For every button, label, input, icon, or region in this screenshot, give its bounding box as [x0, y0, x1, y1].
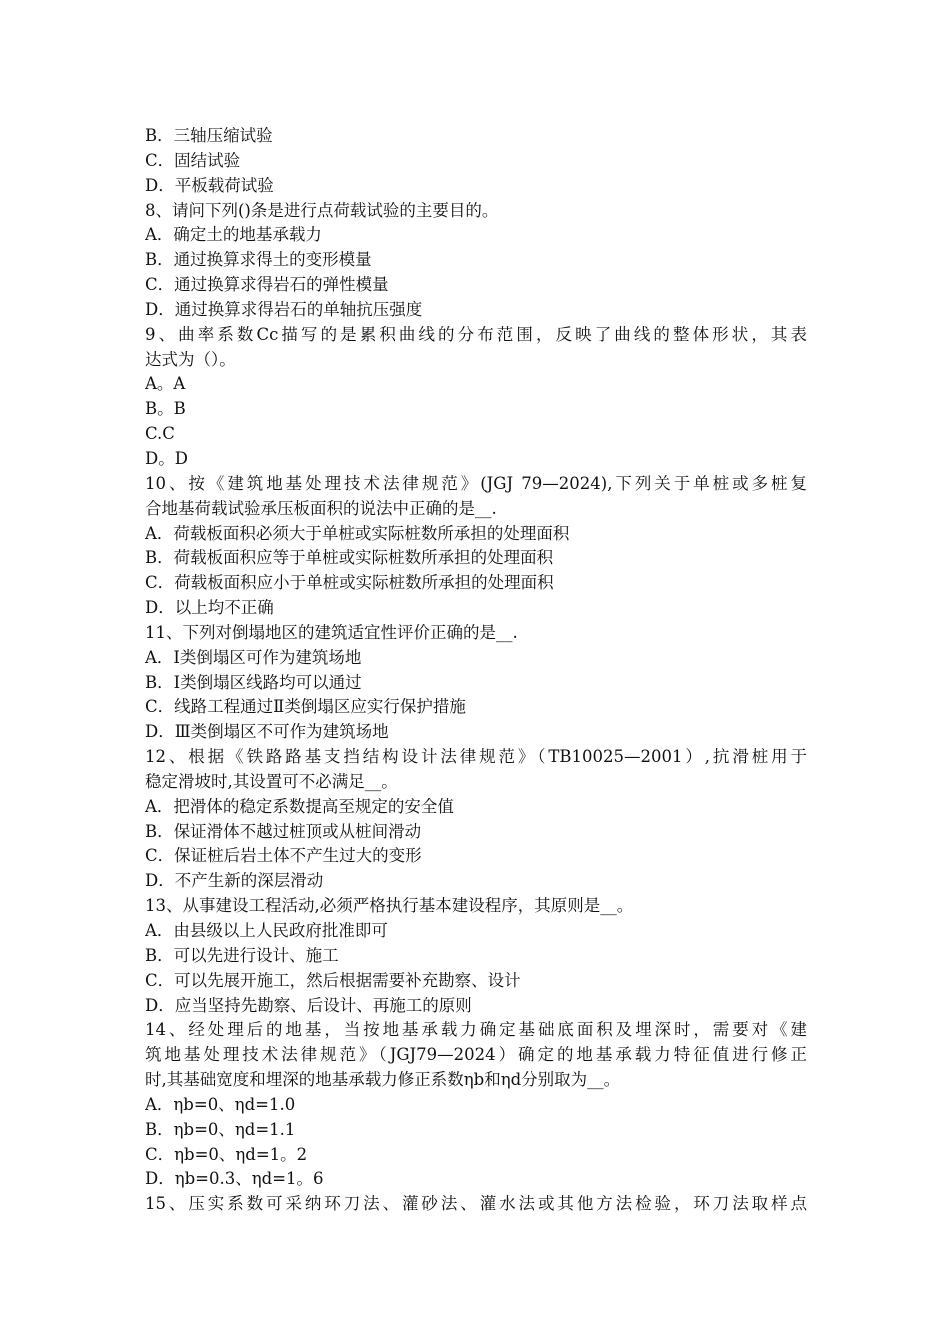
option-line: A．由县级以上人民政府批准即可: [145, 921, 388, 940]
question-line: 9、曲率系数Cc描写的是累积曲线的分布范围，反映了曲线的整体形状，其表: [145, 324, 807, 344]
option-line: B．三轴压缩试验: [145, 126, 273, 145]
option-line: D．不产生新的深层滑动: [145, 871, 324, 891]
option-line: B。B: [145, 399, 186, 419]
option-line: D。D: [145, 448, 188, 468]
option-line: B．ηb=0、ηd=1.1: [145, 1119, 296, 1139]
option-line: D．ηb=0.3、ηd=1。6: [145, 1169, 324, 1189]
question-line: 筑地基处理技术法律规范》（JGJ79—2024）确定的地基承载力特征值进行修正: [145, 1045, 807, 1065]
question-line: 合地基荷载试验承压板面积的说法中正确的是__.: [145, 498, 497, 518]
option-line: A．把滑体的稳定系数提高至规定的安全值: [145, 796, 454, 816]
document-body: [145, 124, 807, 1217]
option-line: B．通过换算求得土的变形模量: [145, 250, 372, 270]
option-line: C．ηb=0、ηd=1。2: [145, 1144, 308, 1164]
option-line: A．Ⅰ类倒塌区可作为建筑场地: [145, 647, 362, 667]
question-line: 时,其基础宽度和埋深的地基承载力修正系数ηb和ηd分别取为__。: [145, 1070, 621, 1090]
option-line: C．荷载板面积应小于单桩或实际桩数所承担的处理面积: [145, 573, 554, 593]
question-line: 达式为（）。: [145, 349, 236, 369]
option-line: B．荷载板面积应等于单桩或实际桩数所承担的处理面积: [145, 548, 554, 568]
option-line: C.C: [145, 424, 175, 444]
option-line: A．ηb=0、ηd=1.0: [145, 1094, 296, 1114]
option-line: B．Ⅰ类倒塌区线路均可以通过: [145, 672, 362, 692]
question-line: 10、按《建筑地基处理技术法律规范》(JGJ 79—2024),下列关于单桩或多桩复: [145, 473, 807, 493]
question-line: 13、从事建设工程活动,必须严格执行基本建设程序，其原则是__。: [145, 896, 634, 916]
option-line: B．保证滑体不越过桩顶或从桩间滑动: [145, 821, 422, 841]
question-line: 8、请问下列()条是进行点荷载试验的主要目的。: [145, 200, 499, 220]
option-line: D．应当坚持先勘察、后设计、再施工的原则: [145, 995, 472, 1015]
option-line: C．固结试验: [145, 150, 241, 170]
question-line: 12、根据《铁路路基支挡结构设计法律规范》（TB10025—2001）,抗滑桩用于: [145, 747, 807, 767]
question-line: 15、压实系数可采纳环刀法、灌砂法、灌水法或其他方法检验，环刀法取样点: [145, 1194, 807, 1214]
option-line: A。A: [145, 374, 186, 394]
option-line: D．Ⅲ类倒塌区不可作为建筑场地: [145, 722, 389, 742]
option-line: D．以上均不正确: [145, 598, 274, 618]
option-line: C．通过换算求得岩石的弹性模量: [145, 275, 389, 295]
option-line: C．可以先展开施工，然后根据需要补充勘察、设计: [145, 970, 521, 990]
option-line: A．确定土的地基承载力: [145, 225, 322, 245]
option-line: D．平板载荷试验: [145, 175, 274, 195]
question-line: 11、下列对倒塌地区的建筑适宜性评价正确的是__.: [145, 622, 518, 642]
question-line: 稳定滑坡时,其设置可不必满足__。: [145, 771, 398, 791]
question-line: 14、经处理后的地基，当按地基承载力确定基础底面积及埋深时，需要对《建: [145, 1020, 807, 1040]
option-line: D．通过换算求得岩石的单轴抗压强度: [145, 299, 423, 319]
option-line: A．荷载板面积必须大于单桩或实际桩数所承担的处理面积: [145, 523, 570, 543]
option-line: C．线路工程通过Ⅱ类倒塌区应实行保护措施: [145, 697, 466, 717]
option-line: C．保证桩后岩土体不产生过大的变形: [145, 846, 422, 866]
option-line: B．可以先进行设计、施工: [145, 945, 339, 965]
